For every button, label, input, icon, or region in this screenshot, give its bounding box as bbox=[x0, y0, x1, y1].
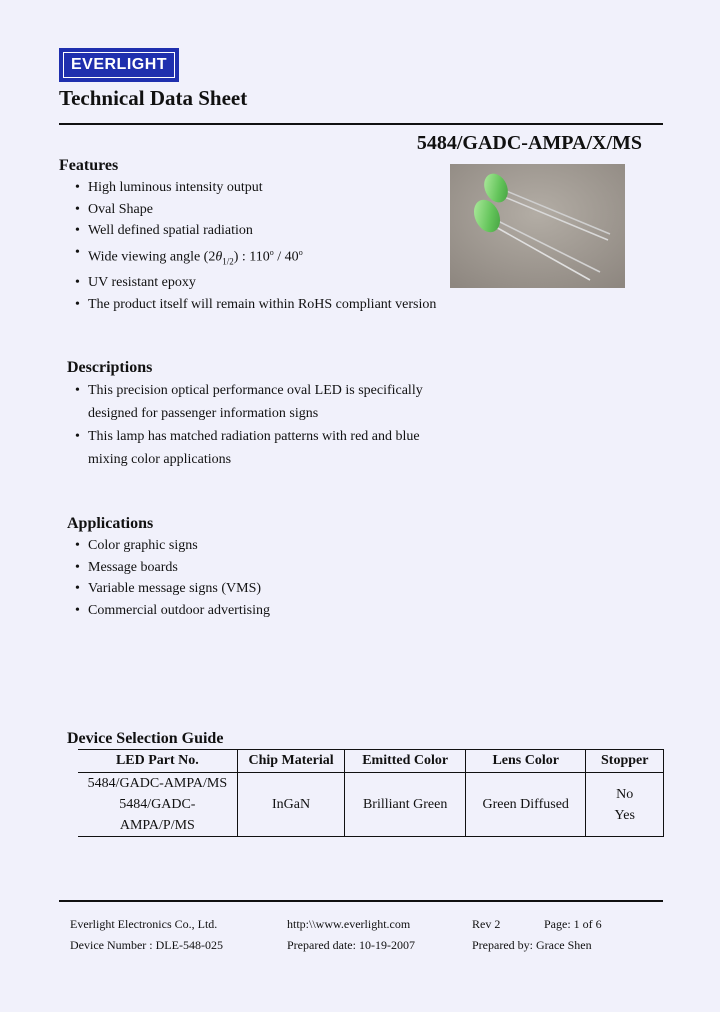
footer-company: Everlight Electronics Co., Ltd. bbox=[70, 917, 218, 931]
descriptions-list bbox=[75, 379, 475, 471]
degree-symbol: o bbox=[269, 247, 274, 257]
table-row bbox=[78, 773, 664, 837]
stopper-value: Yes bbox=[614, 807, 635, 823]
feature-item: • Oval Shape bbox=[75, 199, 455, 221]
viewing-angle-separator: / 40 bbox=[273, 249, 299, 265]
footer-prepared-by: Prepared by: Grace Shen bbox=[472, 938, 592, 952]
application-item: • Color graphic signs bbox=[75, 535, 455, 557]
application-item: • Variable message signs (VMS) bbox=[75, 578, 455, 600]
description-line: This lamp has matched radiation patterns with red and blue bbox=[88, 429, 420, 444]
logo-text: EVERLIGHT bbox=[70, 56, 168, 73]
cell-emitted-color: Brilliant Green bbox=[345, 773, 466, 837]
part-number: 5484/GADC-AMPA/MS bbox=[87, 776, 228, 791]
product-photo bbox=[450, 164, 625, 288]
viewing-angle-prefix: Wide viewing angle (2 bbox=[88, 249, 216, 265]
feature-item: • Well defined spatial radiation bbox=[75, 220, 455, 242]
description-item bbox=[75, 425, 475, 471]
description-item bbox=[75, 379, 475, 425]
header-divider bbox=[59, 123, 663, 125]
application-item: • Commercial outdoor advertising bbox=[75, 600, 455, 622]
descriptions-heading: Descriptions bbox=[67, 359, 153, 376]
part-number: 5484/GADC-AMPA/P/MS bbox=[119, 797, 196, 833]
column-header-chip-material: Chip Material bbox=[237, 750, 345, 773]
cell-stoppers bbox=[586, 773, 664, 837]
description-line: designed for passenger information signs bbox=[88, 406, 319, 421]
footer-website[interactable]: http:\\www.everlight.com bbox=[287, 917, 411, 931]
theta-subscript: 1/2 bbox=[222, 255, 234, 266]
cell-chip-material: InGaN bbox=[237, 773, 345, 837]
application-item: • Message boards bbox=[75, 557, 455, 579]
feature-item-viewing-angle bbox=[75, 242, 455, 273]
footer-page-number: Page: 1 of 6 bbox=[544, 917, 602, 931]
column-header-part-no: LED Part No. bbox=[78, 750, 237, 773]
stopper-value: No bbox=[616, 786, 634, 802]
viewing-angle-suffix: ) : 110 bbox=[233, 249, 270, 265]
features-list bbox=[75, 177, 455, 315]
table-header-row bbox=[78, 750, 664, 773]
column-header-emitted-color: Emitted Color bbox=[345, 750, 466, 773]
cell-lens-color: Green Diffused bbox=[465, 773, 586, 837]
logo-frame bbox=[63, 52, 175, 78]
applications-heading: Applications bbox=[67, 515, 154, 532]
selection-guide-heading: Device Selection Guide bbox=[67, 730, 224, 747]
theta-symbol: θ bbox=[215, 249, 223, 265]
document-title: Technical Data Sheet bbox=[59, 86, 248, 110]
footer-divider bbox=[59, 900, 663, 902]
selection-table bbox=[78, 749, 664, 837]
feature-item: • The product itself will remain within RoHS compliant version bbox=[75, 294, 455, 316]
footer-prepared-date: Prepared date: 10-19-2007 bbox=[287, 938, 415, 952]
feature-item: • UV resistant epoxy bbox=[75, 272, 455, 294]
cell-part-numbers bbox=[78, 773, 237, 837]
part-number-title: 5484/GADC-AMPA/X/MS bbox=[416, 132, 642, 154]
applications-list bbox=[75, 535, 455, 621]
column-header-stopper: Stopper bbox=[586, 750, 664, 773]
column-header-lens-color: Lens Color bbox=[465, 750, 586, 773]
features-heading: Features bbox=[59, 157, 119, 174]
description-line: mixing color applications bbox=[88, 452, 232, 467]
everlight-logo bbox=[59, 48, 179, 82]
feature-item: • High luminous intensity output bbox=[75, 177, 455, 199]
degree-symbol: o bbox=[298, 247, 303, 257]
led-illustration bbox=[450, 164, 625, 288]
description-line: This precision optical performance oval LED is specifically bbox=[88, 383, 423, 398]
footer-device-number: Device Number : DLE-548-025 bbox=[70, 938, 223, 952]
footer-revision: Rev 2 bbox=[472, 917, 501, 931]
